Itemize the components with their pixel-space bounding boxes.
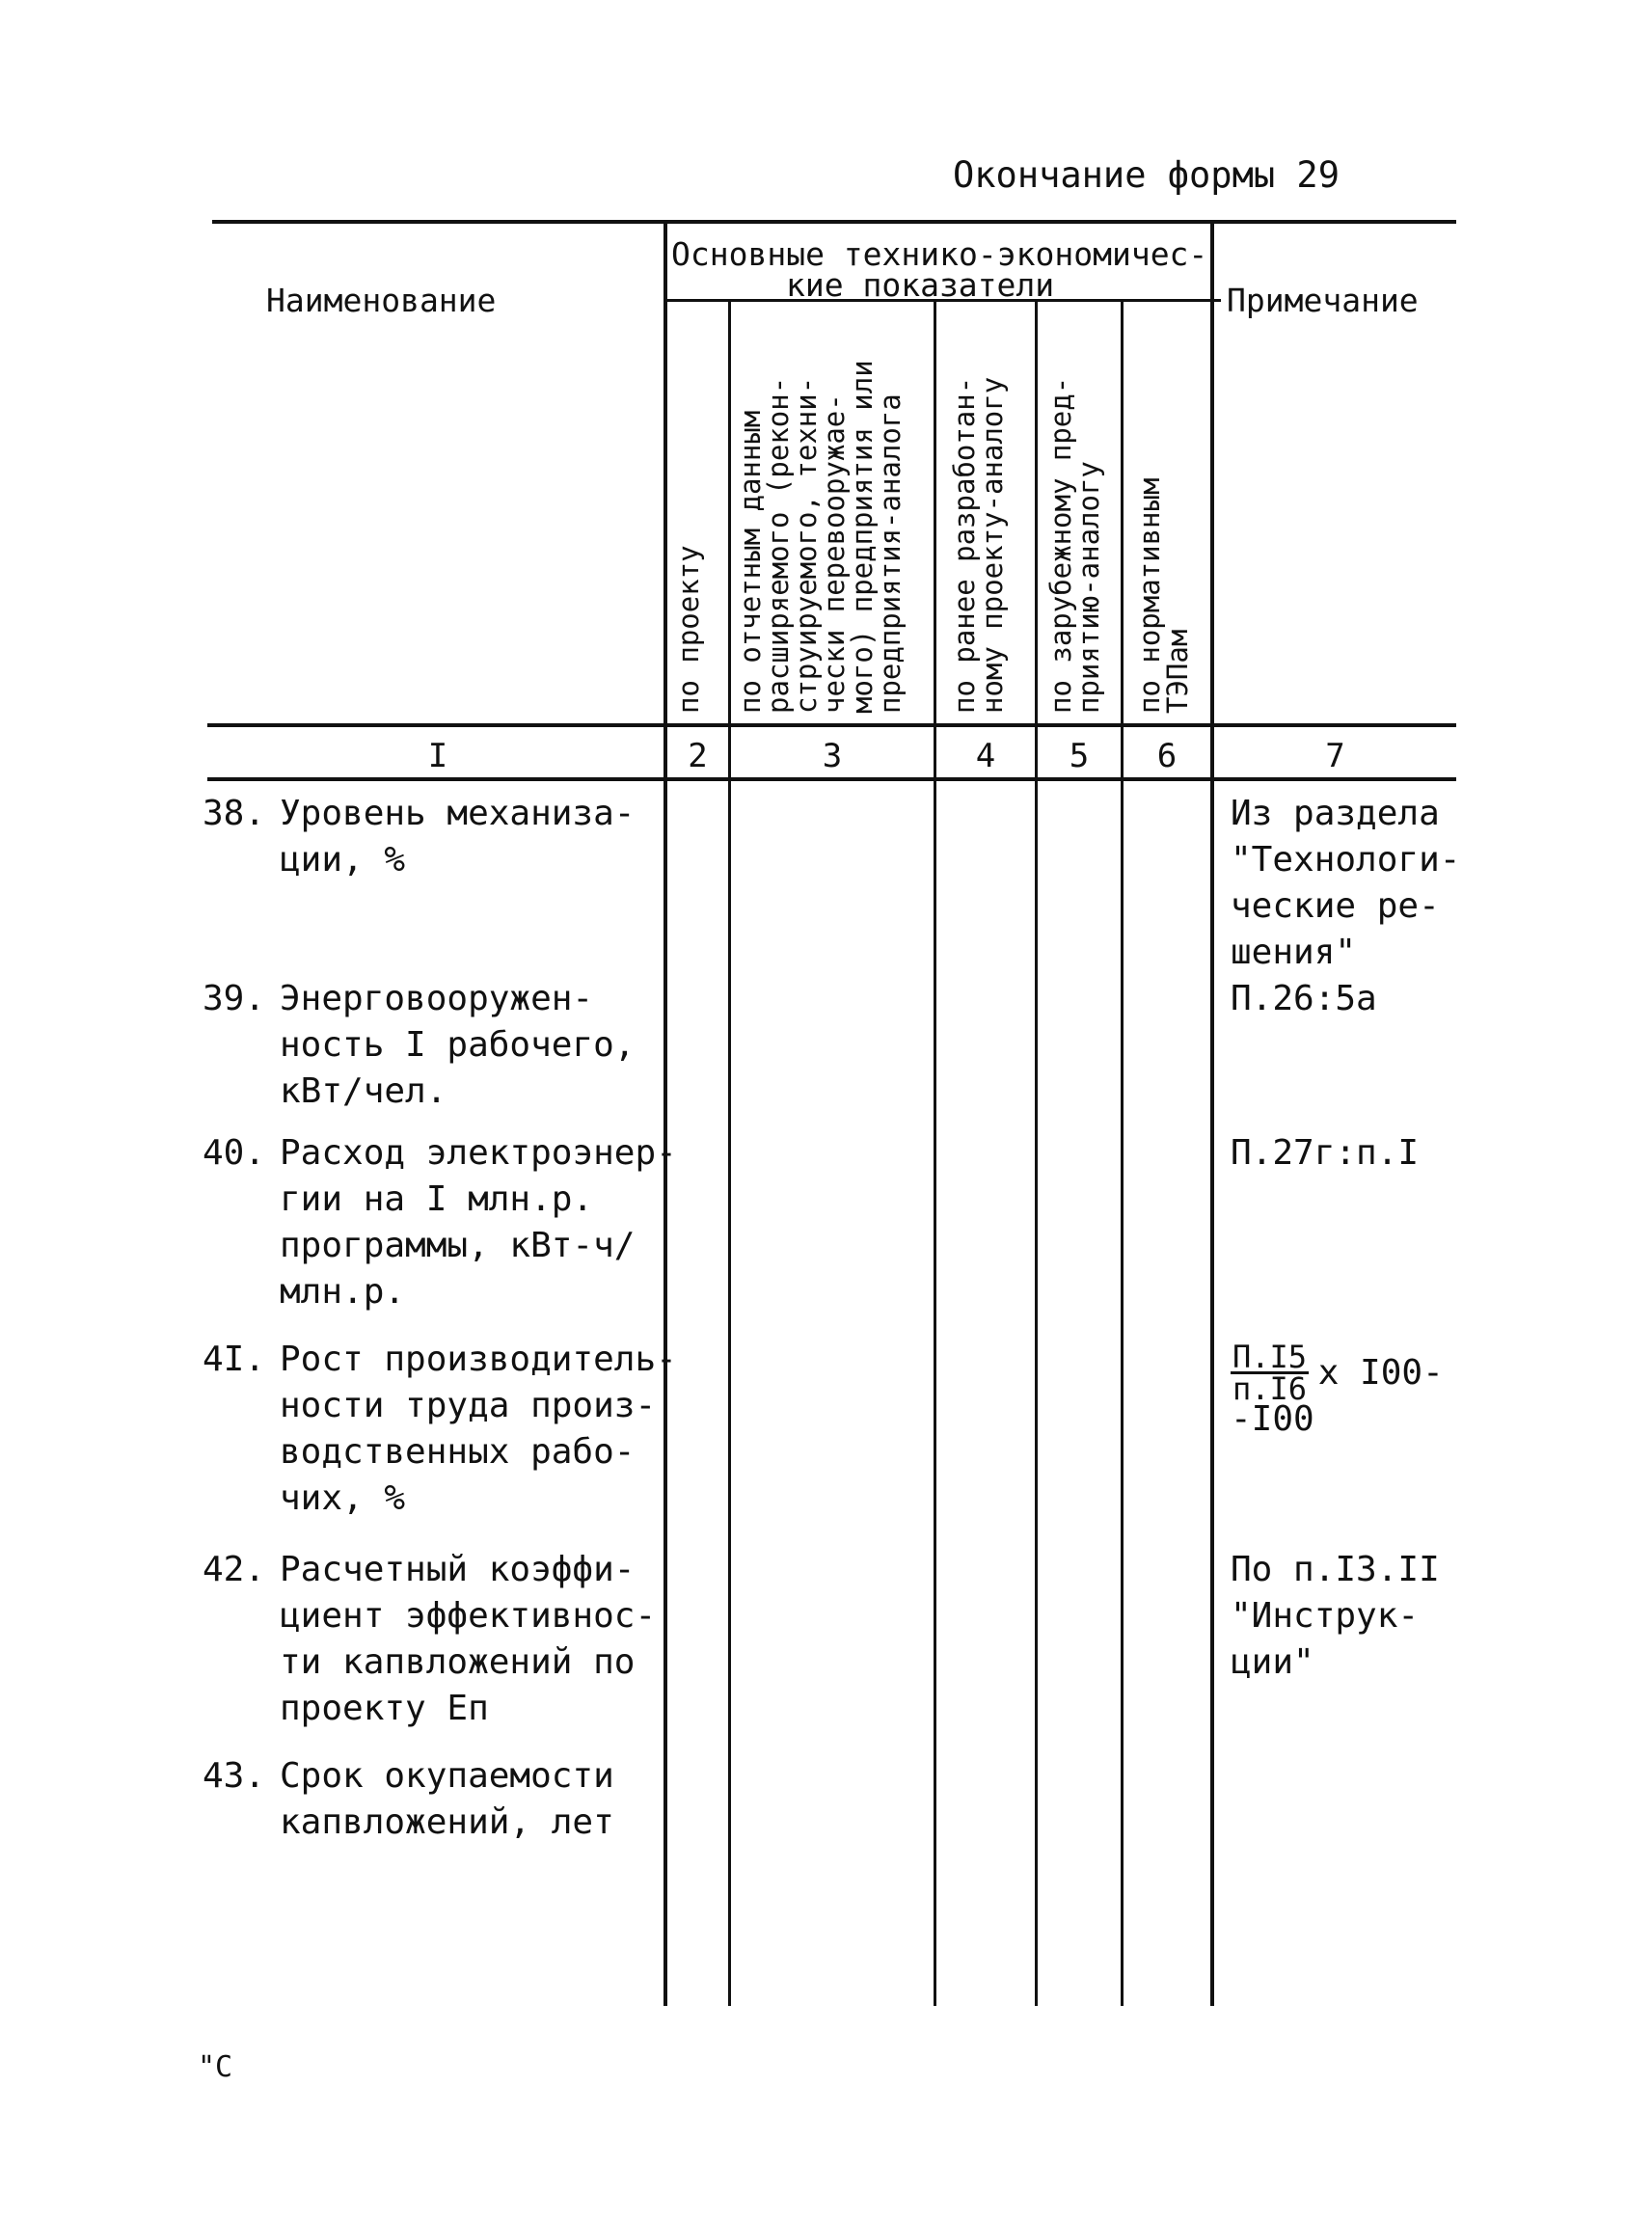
row-name: Рост производитель- ности труда произ- водственных рабо- чих, % — [280, 1340, 677, 1518]
column-number: 7 — [1325, 737, 1345, 775]
header-name: Наименование — [266, 282, 497, 319]
subheader-reported-data: по отчетным данным расширяемого (рекон- струируемого, техни- чески перевооружае- мого) предприятия или предприятия-аналога — [734, 360, 907, 714]
col-divider-2 — [728, 302, 731, 2006]
subheader-foreign-enterprise: по зарубежному пред- приятию-аналогу — [1044, 376, 1105, 714]
column-number: I — [427, 737, 448, 775]
row-name: Уровень механиза- ции, % — [280, 794, 636, 880]
form-caption: Окончание формы 29 — [953, 154, 1340, 196]
note-fraction: $\frac{П.I5}{п.I6}$ — [1232, 1339, 1308, 1407]
row-name: Энерговооружен- ность I рабочего, кВт/чел. — [280, 979, 636, 1111]
col-divider-3 — [934, 302, 936, 2006]
subheader-earlier-project: по ранее разработан- ному проекту-аналогу — [948, 376, 1009, 714]
row-note: По п.I3.II "Инструк- ции" — [1231, 1550, 1440, 1682]
row-number: 43. — [203, 1756, 266, 1796]
top-rule — [212, 220, 1456, 224]
row-number: 42. — [203, 1550, 266, 1589]
row-name: Расход электроэнер- гии на I млн.р. программы, кВт-ч/ млн.р. — [280, 1133, 677, 1312]
column-number: 5 — [1069, 737, 1090, 775]
column-number: 2 — [688, 737, 708, 775]
numbers-bottom-rule — [207, 777, 1456, 781]
row-number: 40. — [203, 1133, 266, 1173]
col-divider-5 — [1121, 302, 1124, 2006]
row-name: Расчетный коэффи- циент эффективнос- ти капвложений по проекту Еп — [280, 1550, 657, 1728]
column-number: 6 — [1156, 737, 1178, 775]
col-divider-4 — [1035, 302, 1038, 2006]
column-number: 4 — [975, 737, 996, 775]
column-number: 3 — [822, 737, 843, 775]
subheader-normative: по нормативным ТЭПам — [1133, 477, 1194, 714]
row-note: Из раздела "Технологи- ческие ре- шения" — [1231, 794, 1461, 972]
header-note: Примечание — [1227, 282, 1419, 319]
row-note: П.27г:п.I — [1231, 1133, 1420, 1173]
row-name: Срок окупаемости капвложений, лет — [280, 1756, 614, 1842]
row-number: 38. — [203, 794, 266, 833]
header-group-line2: кие показатели — [786, 266, 1055, 304]
row-number: 39. — [203, 979, 266, 1018]
col-divider-6 — [1210, 220, 1214, 2006]
header-bottom-rule — [207, 723, 1456, 727]
row-note: П.26:5а — [1231, 979, 1377, 1018]
page-number: "С — [198, 2050, 233, 2084]
row-note-formula: $\frac{П.I5}{п.I6}$ x I00- -I00 — [1231, 1339, 1444, 1439]
row-number: 4I. — [203, 1340, 266, 1379]
col-divider-1 — [664, 220, 667, 2006]
subheader-project: по проекту — [672, 545, 705, 714]
header-group-line1: Основные технико-экономичес- — [671, 235, 1208, 273]
